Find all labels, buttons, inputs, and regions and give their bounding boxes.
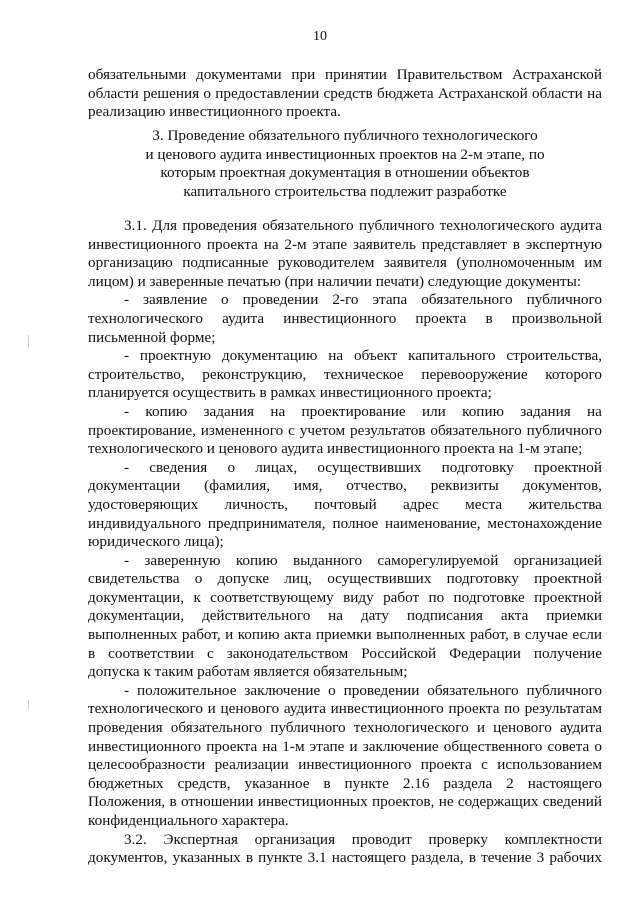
paragraph [88,682,602,831]
paragraph [88,459,602,552]
text-line: конфиденциального характера. [88,812,289,829]
text-line: 3. Проведение обязательного публичного технологического [152,127,538,144]
section-body [88,217,602,868]
section-heading [88,127,602,201]
text-line: инвестиционного проекта на 1-м этапе и заключение общественного совета о [88,737,602,755]
margin-mark [28,700,29,710]
text-line: допуска к таким работам является обязательным; [88,663,408,681]
text-line: письменной форме; [88,328,216,346]
text-line: планируется осуществить в рамках инвестиционного проекта; [88,384,492,402]
text-line: - сведения о лицах, осуществивших подготовку проектной [124,458,602,476]
text-line: удостоверяющих личность, почтовый адрес места жительства [88,495,602,513]
text-line: целесообразности реализации инвестиционного проекта с использованием [88,756,602,774]
page-number: 10 [313,29,327,44]
text-line: обязательными документами при принятии Правительством Астраханской [88,66,602,83]
text-line: технологического и ценового аудита инвестиционного проекта на 1-м этапе; [88,440,583,458]
text-line: проведения обязательного публичного технологического и ценового аудита [88,719,602,737]
text-line: инвестиционного проекта на 2-м этапе заявитель представляет в экспертную [88,235,602,253]
text-line: проектирование, измененного с учетом результатов обязательного публичного [88,421,602,439]
text-line: 3.2. Экспертная организация проводит проверку комплектности [124,830,602,848]
text-line: 3.1. Для проведения обязательного публичного технологического аудита [124,217,602,234]
text-line: технологического аудита инвестиционного проекта в произвольной [88,309,602,327]
paragraph [88,552,602,682]
text-line: области решения о предоставлении средств бюджета Астраханской области на [88,84,602,102]
paragraph [88,403,602,459]
paragraph [88,291,602,347]
text-line: и ценового аудита инвестиционных проектов на 2-м этапе, по [145,145,545,163]
text-line: капитального строительства подлежит разработке [183,182,507,200]
margin-mark [28,335,29,347]
text-line: - заявление о проведении 2-го этапа обязательного публичного [124,291,602,309]
paragraph [88,347,602,403]
text-line: - копию задания на проектирование или копию задания на [124,402,602,420]
text-line: - заверенную копию выданного саморегулируемой организацией [124,551,602,569]
text-line: строительство, реконструкцию, техническое перевооружение которого [88,365,602,383]
text-line: реализацию инвестиционного проекта. [88,103,341,121]
text-line: которым проектная документация в отношении объектов [160,164,530,182]
text-line: - положительное заключение о проведении обязательного публичного [124,681,602,699]
paragraph [88,217,602,291]
text-line: документации (фамилия, имя, отчество, реквизиты документов, [88,477,602,495]
intro-paragraph [88,66,602,122]
text-line: бюджетных средств, указанное в пункте 2.16 раздела 2 настоящего [88,774,602,792]
text-line: лицом) и заверенные печатью (при наличии печати) следующие документы: [88,272,582,290]
paragraph [88,831,602,868]
text-line: индивидуального предпринимателя, полное наименование, местонахождение [88,514,602,532]
text-line: Положения, в отношении инвестиционных проектов, не содержащих сведений [88,793,602,811]
text-line: документации, к соответствующему виду работ по подготовке проектной [88,588,602,606]
text-line: документации, действительного на дату подписания акта приемки [88,607,602,625]
text-line: технологического и ценового аудита инвестиционного проекта по результатам [88,700,602,718]
text-line: документов, указанных в пункте 3.1 настоящего раздела, в течение 3 рабочих [88,849,602,867]
text-line: свидетельства о допуске лиц, осуществивших подготовку проектной [88,570,602,588]
text-line: в соответствии с законодательством Российской Федерации получение [88,644,602,662]
text-line: - проектную документацию на объект капитального строительства, [124,347,602,365]
text-line: организацию подписанные руководителем заявителя (уполномоченным им [88,254,602,272]
text-line: выполненных работ, и копию акта приемки выполненных работ, в случае если [88,626,602,644]
text-line: юридического лица); [88,533,224,551]
